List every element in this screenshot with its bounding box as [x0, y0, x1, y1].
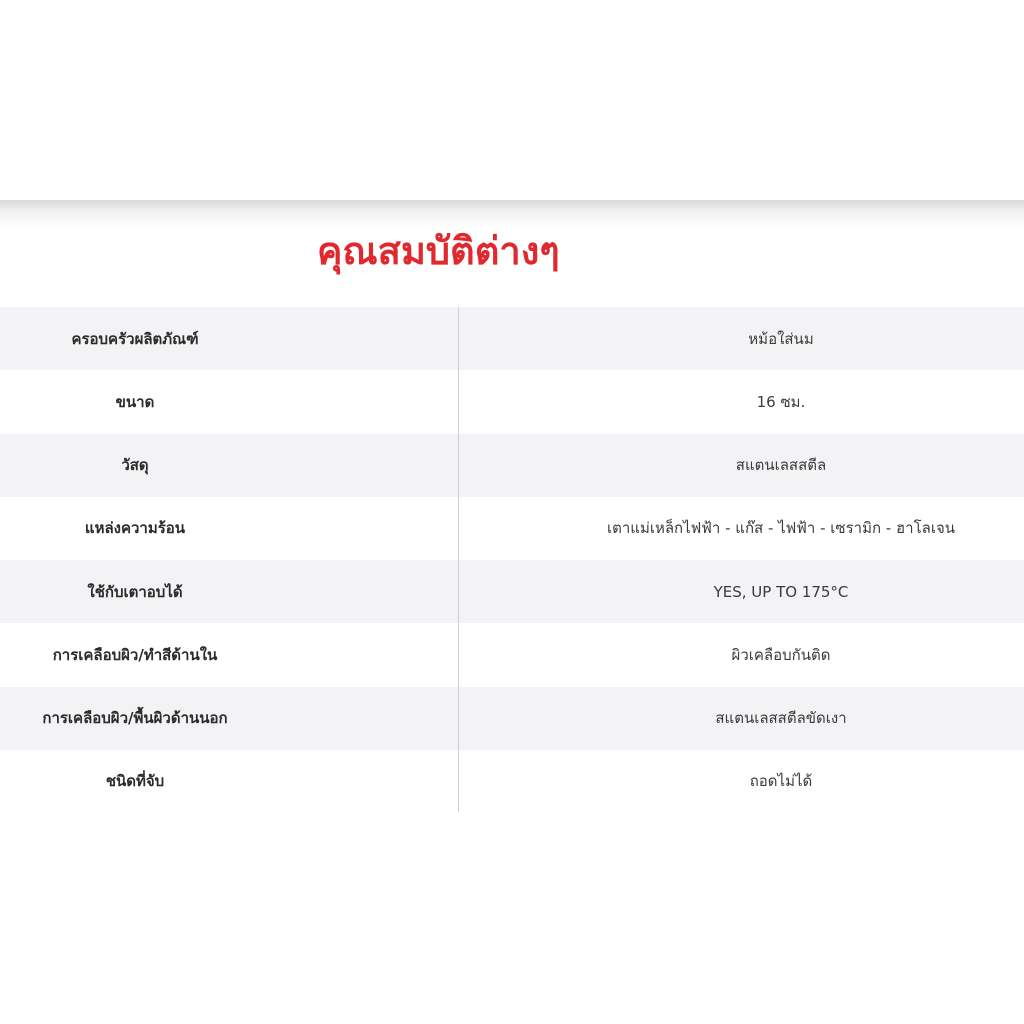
table-row: [0, 434, 1024, 497]
table-row: [0, 497, 1024, 560]
spec-label: ชนิดที่จับ: [105, 772, 165, 791]
section-title: คุณสมบัติต่างๆ: [317, 229, 560, 273]
table-row: [0, 370, 1024, 433]
spec-label: แหล่งความร้อน: [84, 519, 186, 538]
spec-label: การเคลือบผิว/พื้นผิวด้านนอก: [42, 709, 228, 728]
table-row: [0, 687, 1024, 750]
spec-value: เตาแม่เหล็กไฟฟ้า - แก๊ส - ไฟฟ้า - เซรามิก - ฮาโลเจน: [606, 519, 955, 538]
spec-value: YES, UP TO 175°C: [713, 582, 849, 601]
spec-value: หม้อใส่นม: [748, 329, 814, 348]
spec-label: การเคลือบผิว/ทำสีด้านใน: [52, 645, 218, 664]
spec-value: สแตนเลสสตีลขัดเงา: [715, 709, 847, 728]
column-divider: [458, 307, 459, 812]
spec-value: สแตนเลสสตีล: [735, 456, 827, 475]
header-shadow: [0, 200, 1024, 228]
table-row: [0, 560, 1024, 623]
spec-value: ผิวเคลือบกันติด: [731, 645, 831, 664]
spec-label: วัสดุ: [121, 456, 149, 475]
table-row: [0, 623, 1024, 686]
specifications-table: [0, 307, 1024, 813]
spec-value: ถอดไม่ได้: [749, 772, 813, 791]
spec-value: 16 ซม.: [756, 392, 806, 411]
table-row: [0, 307, 1024, 370]
table-row: [0, 750, 1024, 813]
spec-label: ครอบครัวผลิตภัณฑ์: [71, 329, 199, 348]
spec-label: ใช้กับเตาอบได้: [87, 582, 183, 601]
spec-label: ขนาด: [115, 392, 155, 411]
